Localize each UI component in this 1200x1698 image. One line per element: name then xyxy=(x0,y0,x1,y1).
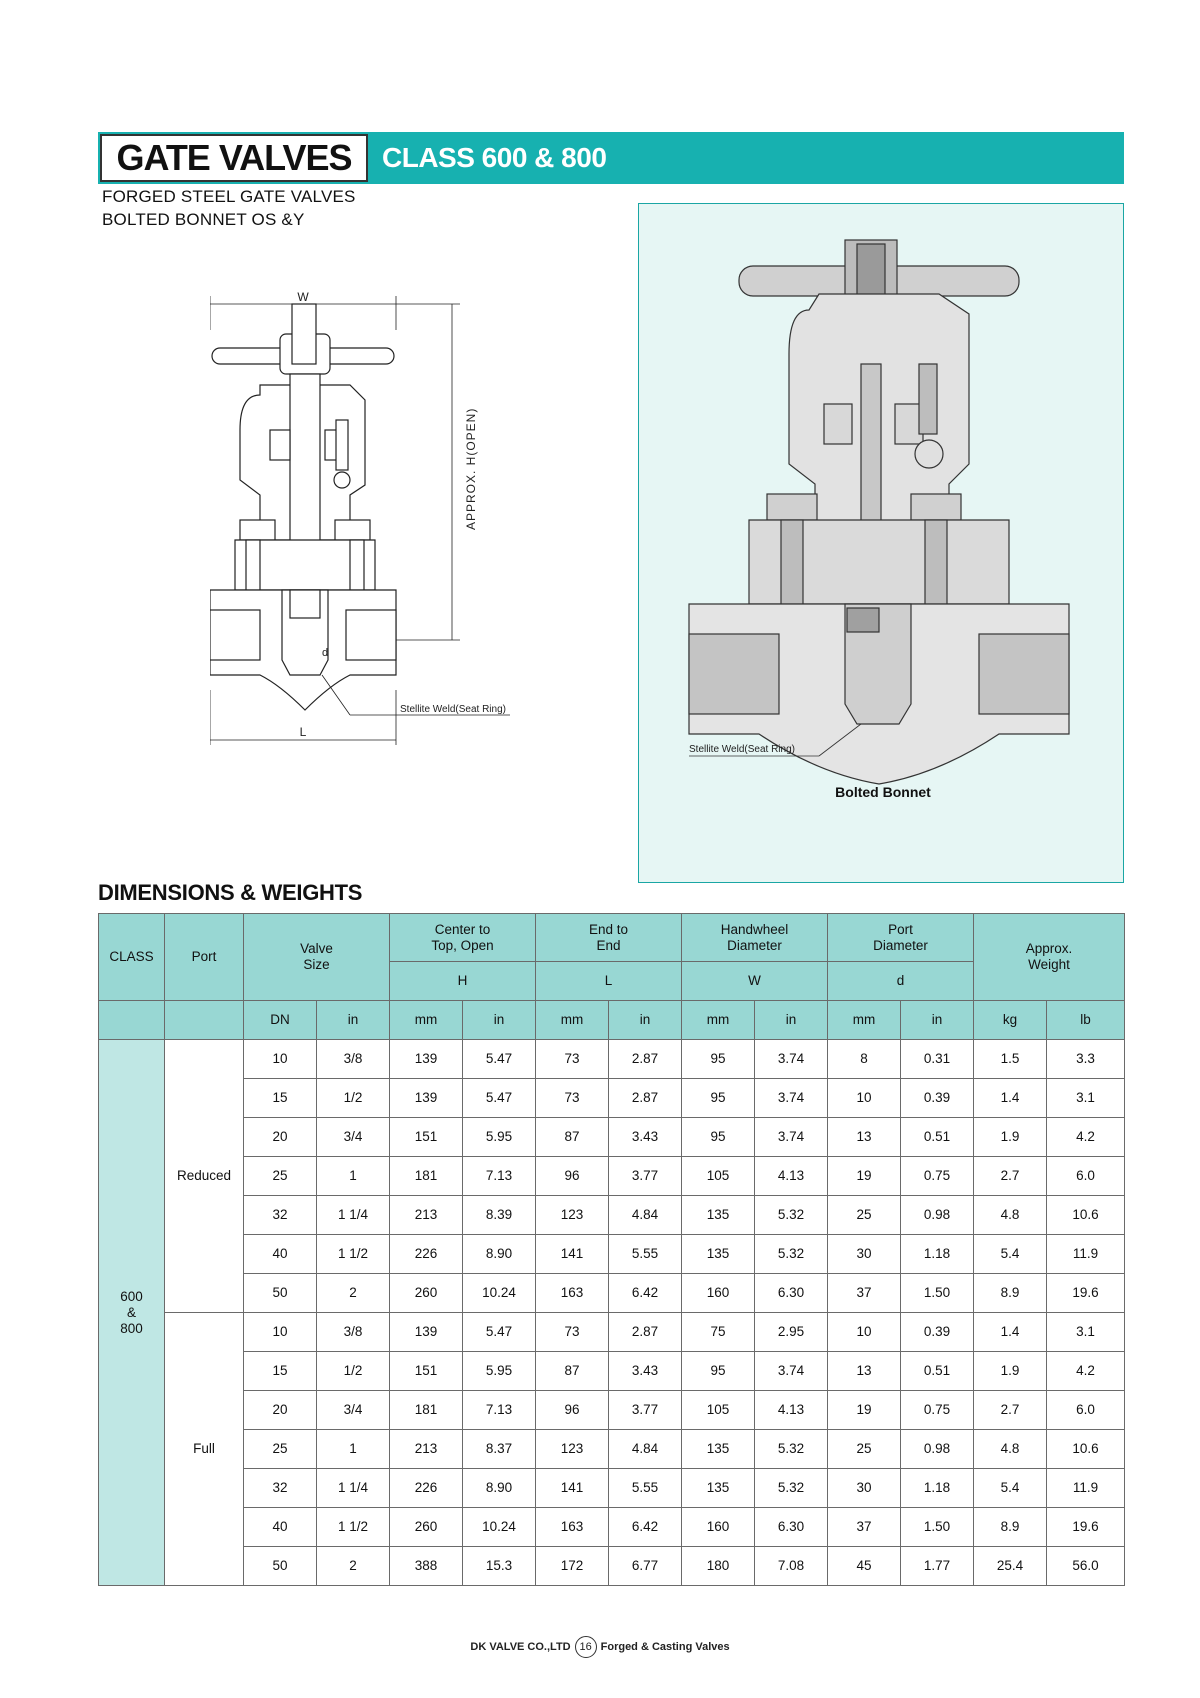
table-cell: 3.1 xyxy=(1047,1313,1125,1352)
table-cell: 6.77 xyxy=(609,1547,682,1586)
table-row xyxy=(99,1118,1125,1157)
table-cell: 1 1/4 xyxy=(317,1196,390,1235)
unit-in: in xyxy=(755,1001,828,1040)
table-cell: 5.55 xyxy=(609,1469,682,1508)
line-drawing-callout: Stellite Weld(Seat Ring) xyxy=(400,704,506,715)
table-cell: 6.30 xyxy=(755,1508,828,1547)
table-cell: 260 xyxy=(390,1274,463,1313)
table-cell: 87 xyxy=(536,1118,609,1157)
table-row xyxy=(99,1196,1125,1235)
table-cell: 73 xyxy=(536,1079,609,1118)
footer-page-number: 16 xyxy=(575,1636,597,1658)
table-cell: 20 xyxy=(244,1118,317,1157)
table-cell: 95 xyxy=(682,1352,755,1391)
table-cell: 32 xyxy=(244,1196,317,1235)
table-cell: 141 xyxy=(536,1469,609,1508)
table-cell: 30 xyxy=(828,1235,901,1274)
table-cell: 19 xyxy=(828,1391,901,1430)
table-cell: 96 xyxy=(536,1157,609,1196)
table-cell: 388 xyxy=(390,1547,463,1586)
table-cell: 4.2 xyxy=(1047,1352,1125,1391)
table-cell: 135 xyxy=(682,1196,755,1235)
table-row xyxy=(99,1430,1125,1469)
table-cell: 19.6 xyxy=(1047,1508,1125,1547)
table-cell: 2 xyxy=(317,1547,390,1586)
table-cell: 1.4 xyxy=(974,1079,1047,1118)
table-cell: 1.50 xyxy=(901,1508,974,1547)
description-line-2: BOLTED BONNET OS &Y xyxy=(102,210,305,229)
table-cell: 226 xyxy=(390,1469,463,1508)
table-cell: 15 xyxy=(244,1352,317,1391)
table-cell: 1.77 xyxy=(901,1547,974,1586)
table-cell: 96 xyxy=(536,1391,609,1430)
table-cell: 5.47 xyxy=(463,1079,536,1118)
table-cell: 5.95 xyxy=(463,1352,536,1391)
table-cell: 8.37 xyxy=(463,1430,536,1469)
table-cell: 8.9 xyxy=(974,1508,1047,1547)
port-cell-full: Full xyxy=(165,1313,244,1586)
gate-valve-line-drawing xyxy=(210,290,570,810)
table-cell: 3.77 xyxy=(609,1157,682,1196)
unit-in: in xyxy=(463,1001,536,1040)
table-cell: 25 xyxy=(828,1430,901,1469)
table-cell: 13 xyxy=(828,1352,901,1391)
page-title: GATE VALVES xyxy=(116,137,352,178)
table-cell: 10 xyxy=(828,1313,901,1352)
dim-label-l: L xyxy=(299,725,307,739)
table-cell: 7.08 xyxy=(755,1547,828,1586)
table-cell: 5.55 xyxy=(609,1235,682,1274)
table-row xyxy=(99,1235,1125,1274)
table-row xyxy=(99,1157,1125,1196)
table-cell: 5.4 xyxy=(974,1469,1047,1508)
header-port: Port xyxy=(165,914,244,1001)
footer-company: DK VALVE CO.,LTD xyxy=(470,1641,571,1653)
symbol-l: L xyxy=(536,962,682,1001)
table-cell: 105 xyxy=(682,1157,755,1196)
table-cell: 4.13 xyxy=(755,1391,828,1430)
class-cell xyxy=(99,1040,165,1586)
table-cell: 5.4 xyxy=(974,1235,1047,1274)
unit-in: in xyxy=(901,1001,974,1040)
dim-label-h: APPROX. H(OPEN) xyxy=(464,407,478,530)
table-cell: 213 xyxy=(390,1430,463,1469)
table-cell: 10.6 xyxy=(1047,1196,1125,1235)
header-class: CLASS xyxy=(99,914,165,1001)
table-cell: 105 xyxy=(682,1391,755,1430)
table-cell: 10 xyxy=(244,1040,317,1079)
table-cell: 95 xyxy=(682,1040,755,1079)
table-cell: 6.42 xyxy=(609,1274,682,1313)
table-cell: 8.90 xyxy=(463,1235,536,1274)
table-cell: 37 xyxy=(828,1274,901,1313)
table-cell: 2.87 xyxy=(609,1040,682,1079)
table-cell: 3/4 xyxy=(317,1118,390,1157)
table-cell: 151 xyxy=(390,1352,463,1391)
table-cell: 3.74 xyxy=(755,1118,828,1157)
table-cell: 4.8 xyxy=(974,1430,1047,1469)
table-cell: 2.95 xyxy=(755,1313,828,1352)
table-cell: 5.32 xyxy=(755,1469,828,1508)
table-cell: 0.51 xyxy=(901,1118,974,1157)
table-cell: 1 xyxy=(317,1157,390,1196)
table-cell: 0.51 xyxy=(901,1352,974,1391)
table-cell: 95 xyxy=(682,1118,755,1157)
table-cell: 11.9 xyxy=(1047,1235,1125,1274)
dimensions-title: DIMENSIONS & WEIGHTS xyxy=(98,880,363,905)
table-cell: 50 xyxy=(244,1547,317,1586)
table-cell: 151 xyxy=(390,1118,463,1157)
table-cell: 5.32 xyxy=(755,1430,828,1469)
table-cell: 4.84 xyxy=(609,1430,682,1469)
table-cell: 56.0 xyxy=(1047,1547,1125,1586)
table-cell: 45 xyxy=(828,1547,901,1586)
unit-lb: lb xyxy=(1047,1001,1125,1040)
symbol-h: H xyxy=(390,962,536,1001)
table-cell: 5.95 xyxy=(463,1118,536,1157)
table-cell: 25 xyxy=(244,1430,317,1469)
unit-in: in xyxy=(609,1001,682,1040)
table-cell: 135 xyxy=(682,1469,755,1508)
table-cell: 0.39 xyxy=(901,1079,974,1118)
table-cell: 7.13 xyxy=(463,1157,536,1196)
table-cell: 1 xyxy=(317,1430,390,1469)
table-cell: 160 xyxy=(682,1274,755,1313)
table-cell: 163 xyxy=(536,1274,609,1313)
table-cell: 10 xyxy=(828,1079,901,1118)
table-cell: 4.13 xyxy=(755,1157,828,1196)
class-label: & xyxy=(126,1304,136,1320)
table-cell: 4.8 xyxy=(974,1196,1047,1235)
table-cell: 6.0 xyxy=(1047,1391,1125,1430)
table-cell: 226 xyxy=(390,1235,463,1274)
table-row xyxy=(99,1469,1125,1508)
table-cell: 75 xyxy=(682,1313,755,1352)
table-cell: 3.43 xyxy=(609,1352,682,1391)
table-cell: 13 xyxy=(828,1118,901,1157)
table-cell: 2.87 xyxy=(609,1313,682,1352)
header-h: Center to Top, Open xyxy=(390,914,536,962)
table-cell: 25 xyxy=(828,1196,901,1235)
table-cell: 6.30 xyxy=(755,1274,828,1313)
description-line-1: FORGED STEEL GATE VALVES xyxy=(102,187,356,206)
table-cell: 1/2 xyxy=(317,1079,390,1118)
table-cell: 10.24 xyxy=(463,1508,536,1547)
unit-dn: DN xyxy=(244,1001,317,1040)
table-cell: 25 xyxy=(244,1157,317,1196)
cutaway-caption: Bolted Bonnet xyxy=(835,784,931,800)
dim-label-d: d xyxy=(322,647,329,659)
table-cell: 0.98 xyxy=(901,1430,974,1469)
table-cell: 1.9 xyxy=(974,1352,1047,1391)
table-cell: 32 xyxy=(244,1469,317,1508)
table-cell: 3.1 xyxy=(1047,1079,1125,1118)
table-cell: 4.2 xyxy=(1047,1118,1125,1157)
header-d: Port Diameter xyxy=(828,914,974,962)
unit-blank xyxy=(165,1001,244,1040)
page-subtitle: CLASS 600 & 800 xyxy=(382,142,607,173)
unit-blank xyxy=(99,1001,165,1040)
unit-mm: mm xyxy=(682,1001,755,1040)
table-cell: 2.87 xyxy=(609,1079,682,1118)
table-cell: 0.75 xyxy=(901,1391,974,1430)
table-row xyxy=(99,1352,1125,1391)
table-row xyxy=(99,1547,1125,1586)
table-cell: 3.74 xyxy=(755,1079,828,1118)
table-cell: 8.39 xyxy=(463,1196,536,1235)
header-weight: Approx. Weight xyxy=(974,914,1125,1001)
table-cell: 2 xyxy=(317,1274,390,1313)
table-cell: 1.9 xyxy=(974,1118,1047,1157)
table-cell: 8 xyxy=(828,1040,901,1079)
table-cell: 11.9 xyxy=(1047,1469,1125,1508)
cutaway-panel xyxy=(638,203,1124,883)
table-cell: 10 xyxy=(244,1313,317,1352)
table-cell: 3.3 xyxy=(1047,1040,1125,1079)
unit-kg: kg xyxy=(974,1001,1047,1040)
table-cell: 30 xyxy=(828,1469,901,1508)
table-cell: 0.39 xyxy=(901,1313,974,1352)
table-cell: 135 xyxy=(682,1430,755,1469)
table-cell: 163 xyxy=(536,1508,609,1547)
table-cell: 25.4 xyxy=(974,1547,1047,1586)
class-label: 800 xyxy=(120,1320,143,1336)
table-cell: 37 xyxy=(828,1508,901,1547)
table-row xyxy=(99,1079,1125,1118)
table-cell: 3/4 xyxy=(317,1391,390,1430)
table-cell: 2.7 xyxy=(974,1391,1047,1430)
table-cell: 139 xyxy=(390,1040,463,1079)
table-cell: 15.3 xyxy=(463,1547,536,1586)
table-cell: 19.6 xyxy=(1047,1274,1125,1313)
table-cell: 40 xyxy=(244,1235,317,1274)
table-cell: 73 xyxy=(536,1313,609,1352)
unit-mm: mm xyxy=(390,1001,463,1040)
header-l: End to End xyxy=(536,914,682,962)
unit-mm: mm xyxy=(828,1001,901,1040)
table-cell: 1.5 xyxy=(974,1040,1047,1079)
table-cell: 213 xyxy=(390,1196,463,1235)
header-valve-size: Valve Size xyxy=(244,914,390,1001)
table-cell: 1 1/4 xyxy=(317,1469,390,1508)
footer-tagline: Forged & Casting Valves xyxy=(600,1641,730,1653)
table-cell: 5.32 xyxy=(755,1235,828,1274)
table-cell: 10.6 xyxy=(1047,1430,1125,1469)
table-cell: 141 xyxy=(536,1235,609,1274)
header-w: Handwheel Diameter xyxy=(682,914,828,962)
table-cell: 139 xyxy=(390,1079,463,1118)
table-cell: 3/8 xyxy=(317,1313,390,1352)
table-row xyxy=(99,1040,1125,1079)
table-cell: 4.84 xyxy=(609,1196,682,1235)
table-cell: 1 1/2 xyxy=(317,1235,390,1274)
footer xyxy=(0,1636,1200,1658)
table-cell: 95 xyxy=(682,1079,755,1118)
class-label: 600 xyxy=(120,1288,143,1304)
table-cell: 3.77 xyxy=(609,1391,682,1430)
table-cell: 1.50 xyxy=(901,1274,974,1313)
table-row xyxy=(99,1274,1125,1313)
table-cell: 1/2 xyxy=(317,1352,390,1391)
table-cell: 8.90 xyxy=(463,1469,536,1508)
table-cell: 5.47 xyxy=(463,1313,536,1352)
table-cell: 5.32 xyxy=(755,1196,828,1235)
table-cell: 20 xyxy=(244,1391,317,1430)
dim-label-w: W xyxy=(297,290,309,304)
title-box xyxy=(100,134,368,182)
table-cell: 135 xyxy=(682,1235,755,1274)
table-cell: 15 xyxy=(244,1079,317,1118)
symbol-d: d xyxy=(828,962,974,1001)
table-cell: 1.18 xyxy=(901,1469,974,1508)
symbol-w: W xyxy=(682,962,828,1001)
table-cell: 3.74 xyxy=(755,1040,828,1079)
table-cell: 87 xyxy=(536,1352,609,1391)
table-cell: 1.4 xyxy=(974,1313,1047,1352)
gate-valve-cutaway-illustration xyxy=(639,204,1125,884)
table-cell: 260 xyxy=(390,1508,463,1547)
table-row xyxy=(99,1313,1125,1352)
table-cell: 19 xyxy=(828,1157,901,1196)
table-cell: 73 xyxy=(536,1040,609,1079)
table-cell: 172 xyxy=(536,1547,609,1586)
table-cell: 181 xyxy=(390,1391,463,1430)
table-cell: 1.18 xyxy=(901,1235,974,1274)
table-cell: 139 xyxy=(390,1313,463,1352)
table-cell: 123 xyxy=(536,1430,609,1469)
table-cell: 5.47 xyxy=(463,1040,536,1079)
unit-in: in xyxy=(317,1001,390,1040)
table-cell: 181 xyxy=(390,1157,463,1196)
table-cell: 6.0 xyxy=(1047,1157,1125,1196)
table-cell: 160 xyxy=(682,1508,755,1547)
table-cell: 180 xyxy=(682,1547,755,1586)
unit-mm: mm xyxy=(536,1001,609,1040)
table-cell: 50 xyxy=(244,1274,317,1313)
table-cell: 7.13 xyxy=(463,1391,536,1430)
table-row xyxy=(99,1391,1125,1430)
table-cell: 1 1/2 xyxy=(317,1508,390,1547)
table-cell: 0.31 xyxy=(901,1040,974,1079)
cutaway-callout: Stellite Weld(Seat Ring) xyxy=(689,744,795,755)
table-cell: 10.24 xyxy=(463,1274,536,1313)
table-cell: 40 xyxy=(244,1508,317,1547)
table-cell: 2.7 xyxy=(974,1157,1047,1196)
table-row xyxy=(99,1508,1125,1547)
port-cell-reduced: Reduced xyxy=(165,1040,244,1313)
table-cell: 3/8 xyxy=(317,1040,390,1079)
table-cell: 8.9 xyxy=(974,1274,1047,1313)
table-cell: 0.75 xyxy=(901,1157,974,1196)
table-cell: 0.98 xyxy=(901,1196,974,1235)
dimensions-table xyxy=(98,913,1125,1586)
table-cell: 6.42 xyxy=(609,1508,682,1547)
table-cell: 123 xyxy=(536,1196,609,1235)
table-cell: 3.43 xyxy=(609,1118,682,1157)
table-cell: 3.74 xyxy=(755,1352,828,1391)
